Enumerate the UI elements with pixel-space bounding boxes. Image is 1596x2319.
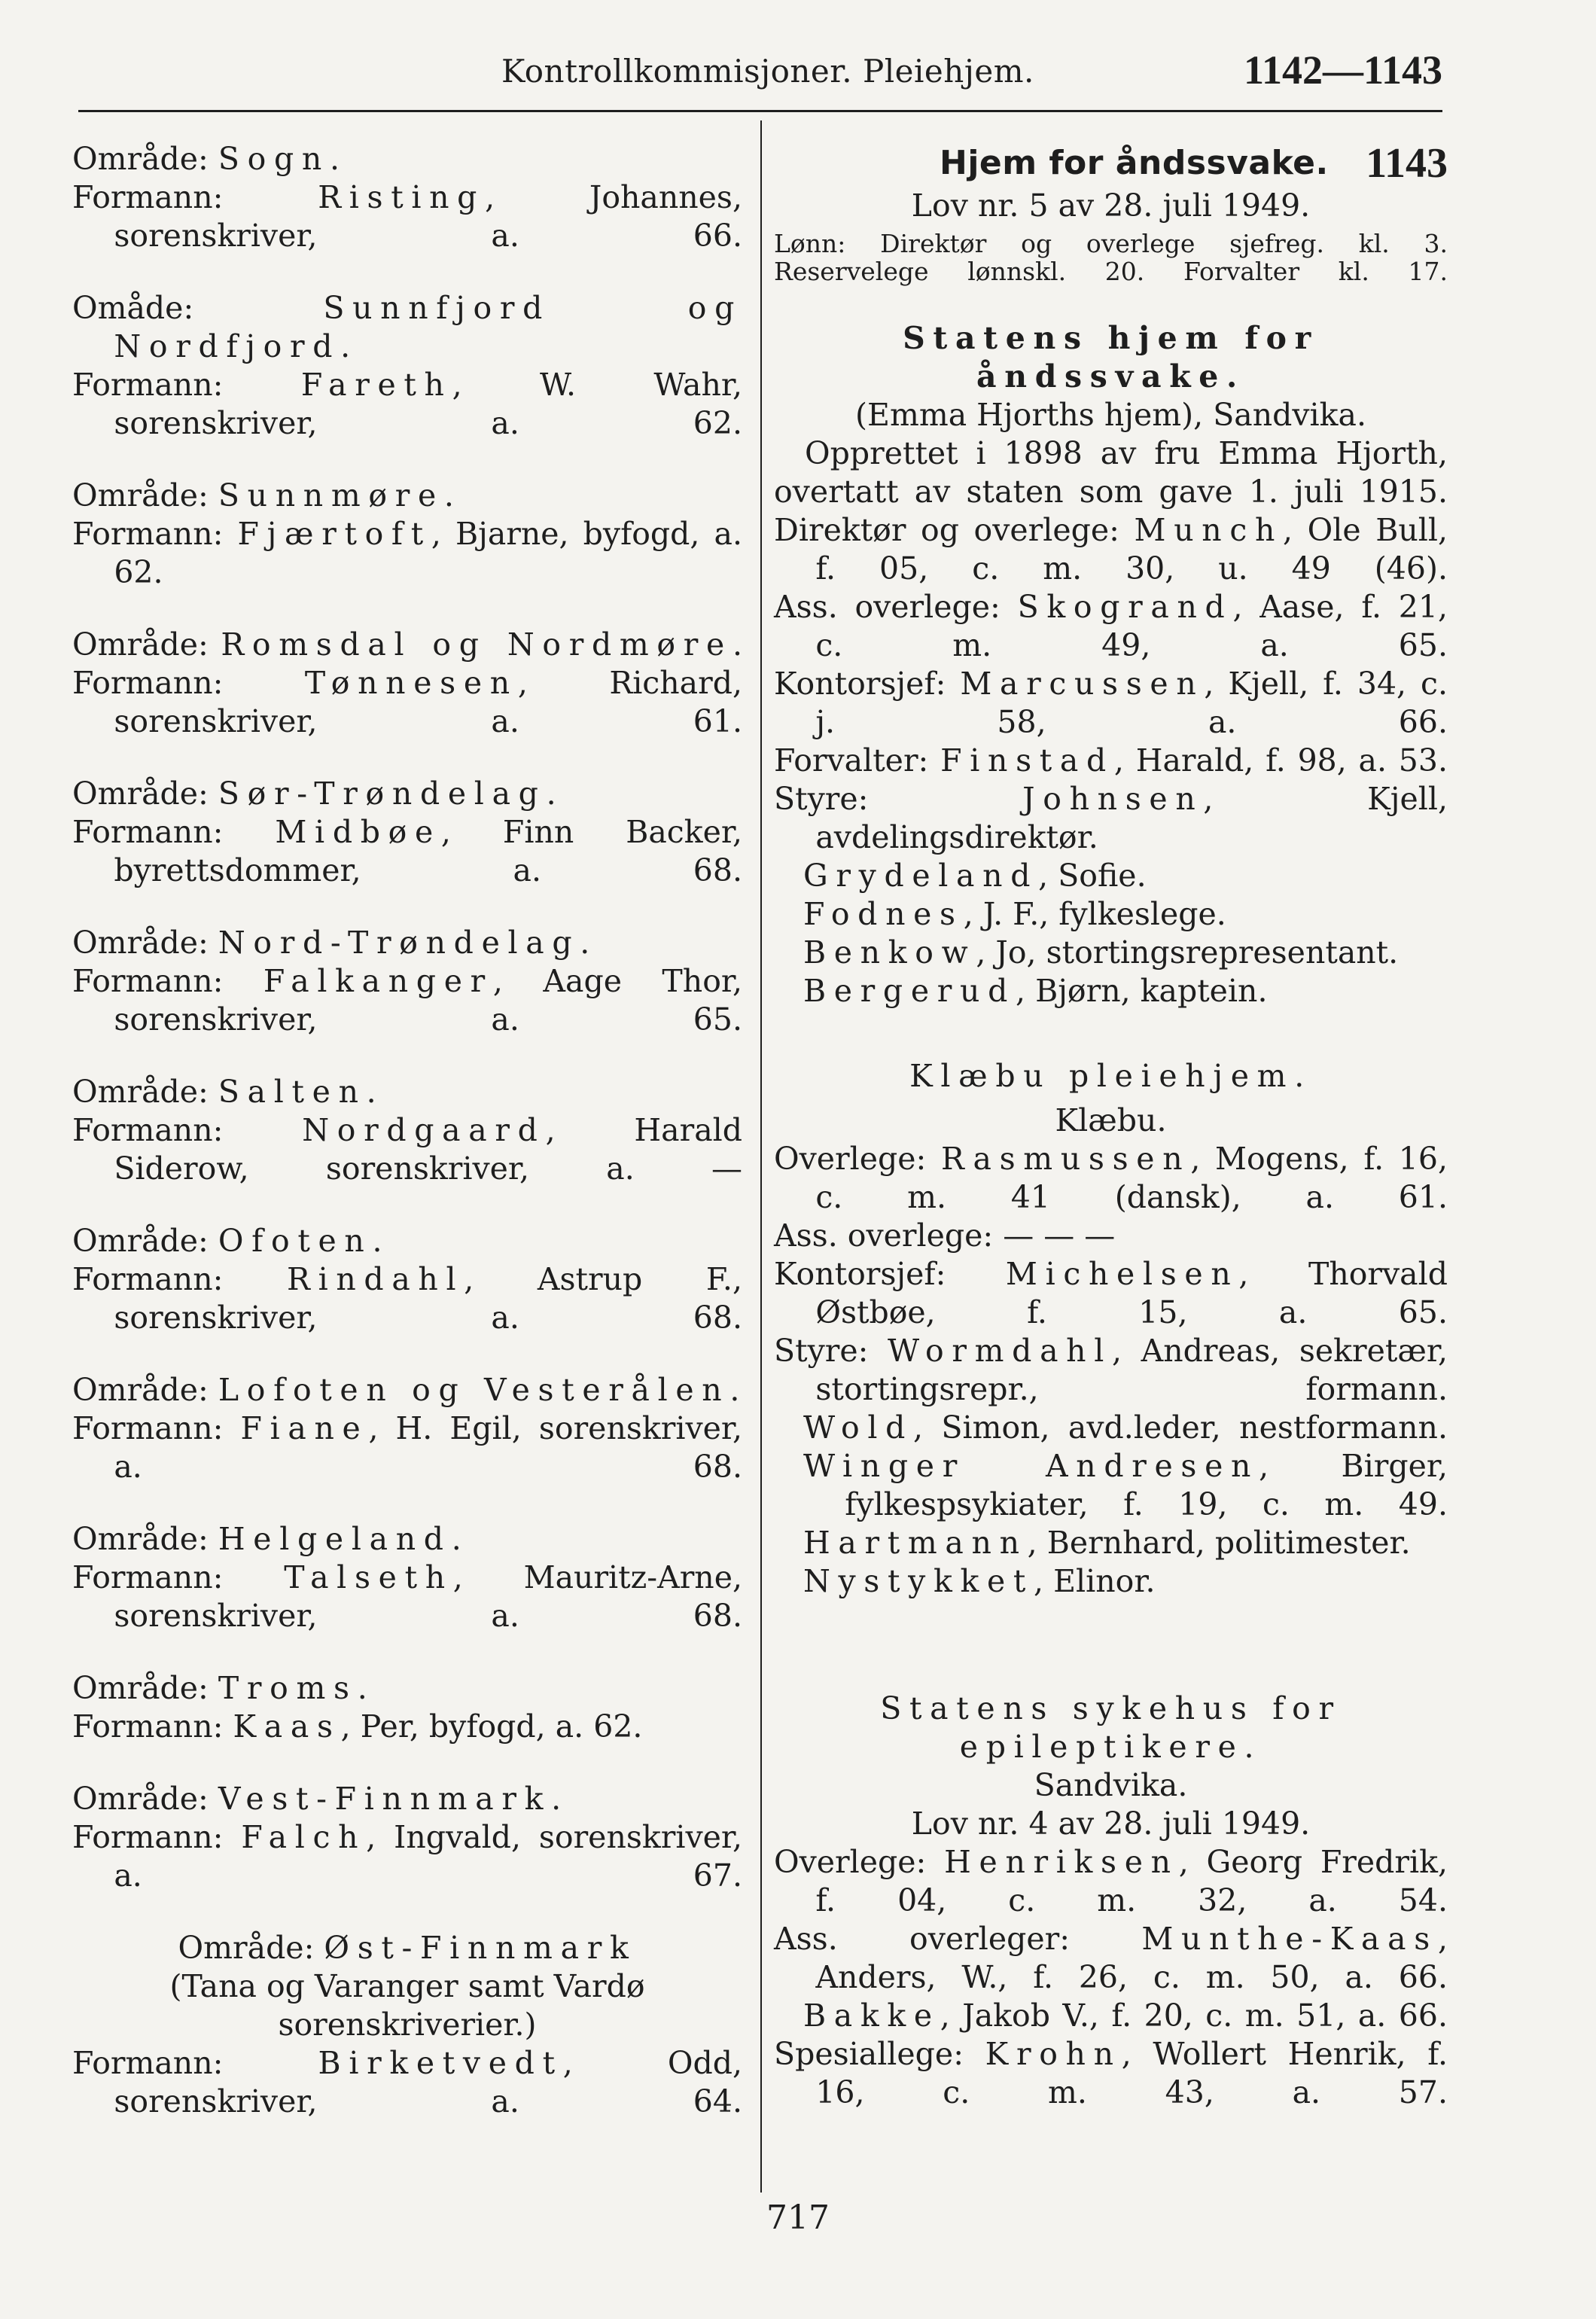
chair-entry: Formann: Falch, Ingvald, sorenskriver, a. 67. [72,1819,743,1894]
area-entry: Område: Troms. [72,1670,367,1706]
staff-entry: Ass. overlege: — — — [774,1217,1116,1254]
area-note: (Tana og Varanger samt Vardø sorenskriverier.) [169,1968,645,2043]
area-entry: Område: Ofoten. [72,1223,382,1259]
running-title: Kontrollkommisjoner. Pleiehjem. [501,53,1034,90]
staff-entry: Direktør og overlege: Munch, Ole Bull, f. 05, c. m. 30, u. 49 (46). [774,512,1448,587]
chair-entry: Formann: Rindahl, Astrup F., sorenskriver, a. 68. [72,1261,743,1336]
chair-entry: Formann: Talseth, Mauritz-Arne, sorenskriver, a. 68. [72,1559,743,1634]
chair-entry: Formann: Risting, Johannes, sorenskriver, a. 66. [72,179,743,254]
chair-entry: Formann: Kaas, Per, byfogd, a. 62. [72,1708,643,1745]
chair-entry: Formann: Fjærtoft, Bjarne, byfogd, a. 62. [72,516,742,590]
institution-subtitle: (Emma Hjorths hjem), Sandvika. [855,397,1366,433]
law-reference: Lov nr. 5 av 28. juli 1949. [911,187,1311,224]
running-header [72,47,1442,99]
board-member: Benkow, Jo, stortingsrepresentant. [803,934,1399,971]
board-member: Nystykket, Elinor. [803,1563,1156,1599]
area-entry: Område: Romsdal og Nordmøre. [72,626,743,663]
chair-entry: Formann: Fareth, W. Wahr, sorenskriver, a. 62. [72,367,742,441]
staff-entry: Kontorsjef: Michelsen, Thorvald Østbøe, f. 15, a. 65. [774,1256,1448,1330]
institution-place: Klæbu. [1055,1102,1167,1138]
staff-member: Bakke, Jakob V., f. 20, c. m. 51, a. 66. [803,1998,1448,2034]
column-divider [760,120,762,2193]
area-entry: Område: Øst-Finnmark [178,1930,637,1966]
area-entry: Område: Sunnmøre. [72,477,454,513]
chair-entry: Formann: Fiane, H. Egil, sorenskriver, a. 68. [72,1410,742,1485]
pay-note: Lønn: Direktør og overlege sjefreg. kl. 3. Reservelege lønnskl. 20. Forvalter kl. 17. [774,229,1448,286]
chair-entry: Formann: Falkanger, Aage Thor, sorenskriver, a. 65. [72,963,743,1038]
board-member: Fodnes, J. F., fylkeslege. [803,896,1226,932]
institution-history: Opprettet i 1898 av fru Emma Hjorth, overtatt av staten som gave 1. juli 1915. [774,435,1448,510]
area-entry: Område: Helgeland. [72,1521,461,1557]
area-entry: Område: Sogn. [72,141,340,177]
section-number: 1143 [1366,140,1448,187]
board-member: Hartmann, Bernhard, politimester. [803,1525,1411,1561]
board-member: Winger Andresen, Birger, fylkespsykiater, f. 19, c. m. 49. [803,1448,1448,1522]
staff-entry: Kontorsjef: Marcussen, Kjell, f. 34, c. j. 58, a. 66. [774,666,1448,740]
board-member: Grydeland, Sofie. [803,858,1147,894]
left-column [72,140,742,2121]
chair-entry: Formann: Tønnesen, Richard, sorenskriver, a. 61. [72,665,742,739]
area-entry: Område: Salten. [72,1074,376,1110]
chair-entry: Formann: Birketvedt, Odd, sorenskriver, a. 64. [72,2045,743,2119]
staff-entry: Styre: Wormdahl, Andreas, sekretær, stortingsrepr., formann. [774,1333,1448,1407]
staff-entry: Spesiallege: Krohn, Wollert Henrik, f. 16, c. m. 43, a. 57. [774,2036,1448,2110]
institution-name: Klæbu pleiehjem. [909,1058,1312,1094]
law-reference: Lov nr. 4 av 28. juli 1949. [911,1806,1311,1842]
institution-name-cont: epileptikere. [959,1729,1262,1765]
staff-entry: Ass. overlege: Skogrand, Aase, f. 21, c. m. 49, a. 65. [774,589,1448,663]
area-entry: Område: Sør-Trøndelag. [72,776,556,812]
area-entry: Område: Vest-Finnmark. [72,1781,562,1817]
staff-entry: Forvalter: Finstad, Harald, f. 98, a. 53. [774,742,1448,779]
staff-entry: Ass. overleger: Munthe-Kaas, Anders, W., f. 26, c. m. 50, a. 66. [774,1921,1448,1995]
header-rule [78,110,1442,112]
section-heading: Hjem for åndssvake. [940,144,1329,182]
institution-place: Sandvika. [1034,1767,1188,1803]
board-member: Wold, Simon, avd.leder, nestformann. [803,1409,1448,1446]
right-column [774,140,1448,2112]
staff-entry: Overlege: Henriksen, Georg Fredrik, f. 04, c. m. 32, a. 54. [774,1844,1448,1918]
staff-entry: Styre: Johnsen, Kjell, avdelingsdirektør. [774,781,1448,855]
board-member: Bergerud, Bjørn, kaptein. [803,973,1268,1009]
institution-name: Statens sykehus for [880,1690,1342,1726]
section-title [774,140,1448,187]
chair-entry: Formann: Nordgaard, Harald Siderow, sorenskriver, a. — [72,1112,742,1187]
area-entry: Område: Lofoten og Vesterålen. [72,1372,740,1408]
header-page-numbers: 1142—1143 [1243,47,1442,93]
institution-name: Statens hjem for åndssvake. [903,320,1319,395]
page-footer-number: 717 [766,2199,830,2237]
area-entry: Område: Nord-Trøndelag. [72,925,590,961]
area-entry: Omåde: Sunnfjord og Nordfjord. [72,290,742,364]
chair-entry: Formann: Midbøe, Finn Backer, byrettsdommer, a. 68. [72,814,743,888]
staff-entry: Overlege: Rasmussen, Mogens, f. 16, c. m. 41 (dansk), a. 61. [774,1141,1448,1215]
